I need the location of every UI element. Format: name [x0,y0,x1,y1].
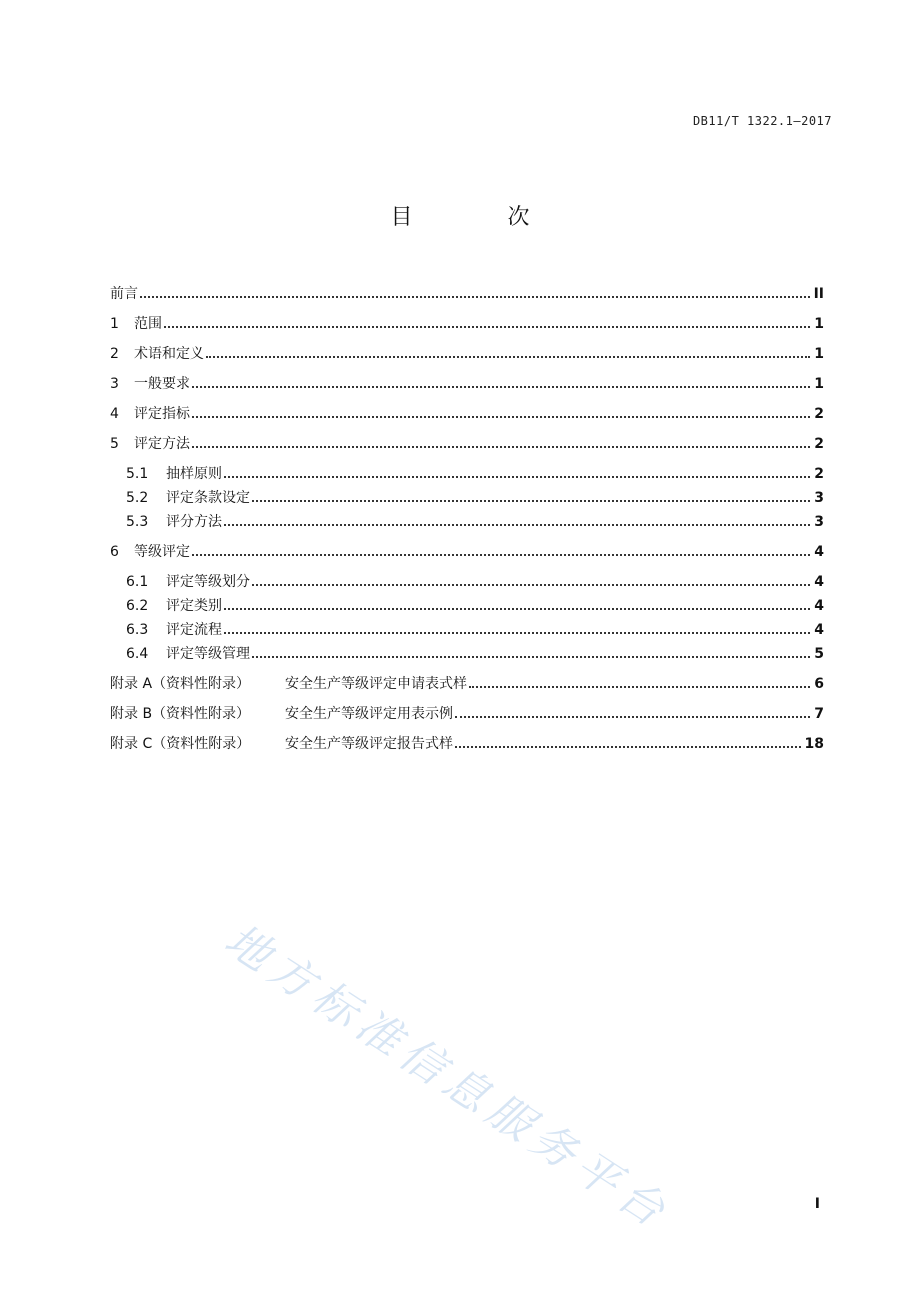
toc-row-6-4[interactable] [110,638,824,662]
toc-row-scope[interactable] [110,308,824,332]
toc-page-number: II [813,286,824,302]
toc-label: 安全生产等级评定报告式样 [285,736,453,752]
toc-label: 范围 [134,316,162,332]
toc-label: 安全生产等级评定申请表式样 [285,676,467,692]
toc-leader-dots [192,415,810,418]
toc-number: 6.4 [126,646,149,662]
toc-label: 评定条款设定 [166,490,250,506]
toc-row-foreword[interactable] [110,278,824,302]
toc-row-annex-b[interactable] [110,698,824,722]
toc-page-number: 4 [814,622,824,638]
toc-row-terms[interactable] [110,338,824,362]
toc-leader-dots [192,445,810,448]
watermark: 地方标准信息服务平台 [215,914,680,1241]
toc-page-number: 2 [814,406,824,422]
toc-label: 安全生产等级评定用表示例 [285,706,453,722]
toc-page-number: 1 [814,346,824,362]
toc-label: 抽样原则 [166,466,222,482]
toc-row-5-2[interactable] [110,482,824,506]
toc-page-number: 3 [814,514,824,530]
toc-row-annex-c[interactable] [110,728,824,752]
toc-number: 5.3 [126,514,149,530]
toc-number: 3 [110,376,119,392]
toc-page-number: 3 [814,490,824,506]
toc-leader-dots [224,631,810,634]
toc-page-number: 4 [814,574,824,590]
toc-row-indicators[interactable] [110,398,824,422]
toc-annex-label: 附录 B（资料性附录） [110,706,251,722]
toc-leader-dots [192,385,810,388]
toc-label: 评分方法 [166,514,222,530]
toc-label: 评定流程 [166,622,222,638]
toc-label: 评定指标 [134,406,190,422]
toc-row-grading[interactable] [110,536,824,560]
toc-label: 评定类别 [166,598,222,614]
toc-leader-dots [224,523,810,526]
toc-row-5-3[interactable] [110,506,824,530]
toc-leader-dots [455,745,801,748]
toc-number: 5.2 [126,490,149,506]
toc-number: 5.1 [126,466,149,482]
toc-page-number: 7 [814,706,824,722]
toc-leader-dots [252,583,810,586]
toc-label: 评定等级划分 [166,574,250,590]
toc-number: 6.1 [126,574,149,590]
toc-leader-dots [140,295,810,298]
toc-leader-dots [224,607,810,610]
toc-row-6-2[interactable] [110,590,824,614]
toc-label: 评定等级管理 [166,646,250,662]
page-title: 目 次 [390,205,574,230]
toc-page-number: 4 [814,544,824,560]
toc-leader-dots [206,355,810,358]
toc-page-number: 5 [814,646,824,662]
toc-leader-dots [164,325,810,328]
toc-number: 6 [110,544,119,560]
toc-label: 评定方法 [134,436,190,452]
toc-row-5-1[interactable] [110,458,824,482]
toc-leader-dots [252,655,810,658]
toc-label: 等级评定 [134,544,190,560]
toc-annex-label: 附录 A（资料性附录） [110,676,251,692]
toc-number: 1 [110,316,119,332]
document-code: DB11/T 1322.1—2017 [692,114,832,128]
toc-label: 一般要求 [134,376,190,392]
toc-page-number: 18 [804,736,824,752]
toc-leader-dots [252,499,810,502]
toc-number: 2 [110,346,119,362]
toc-page-number: 6 [814,676,824,692]
toc-row-6-3[interactable] [110,614,824,638]
table-of-contents [110,278,824,752]
toc-page-number: 4 [814,598,824,614]
toc-leader-dots [469,685,810,688]
toc-row-annex-a[interactable] [110,668,824,692]
toc-label: 前言 [110,286,138,302]
toc-number: 5 [110,436,119,452]
toc-label: 术语和定义 [134,346,204,362]
toc-page-number: 1 [814,376,824,392]
toc-annex-label: 附录 C（资料性附录） [110,736,251,752]
toc-number: 6.3 [126,622,149,638]
toc-row-methods[interactable] [110,428,824,452]
toc-leader-dots [455,715,810,718]
toc-number: 4 [110,406,119,422]
toc-number: 6.2 [126,598,149,614]
toc-page-number: 1 [814,316,824,332]
toc-row-general-requirements[interactable] [110,368,824,392]
page-folio: I [814,1196,820,1212]
toc-page-number: 2 [814,466,824,482]
toc-leader-dots [224,475,810,478]
toc-leader-dots [192,553,810,556]
toc-row-6-1[interactable] [110,566,824,590]
toc-page-number: 2 [814,436,824,452]
